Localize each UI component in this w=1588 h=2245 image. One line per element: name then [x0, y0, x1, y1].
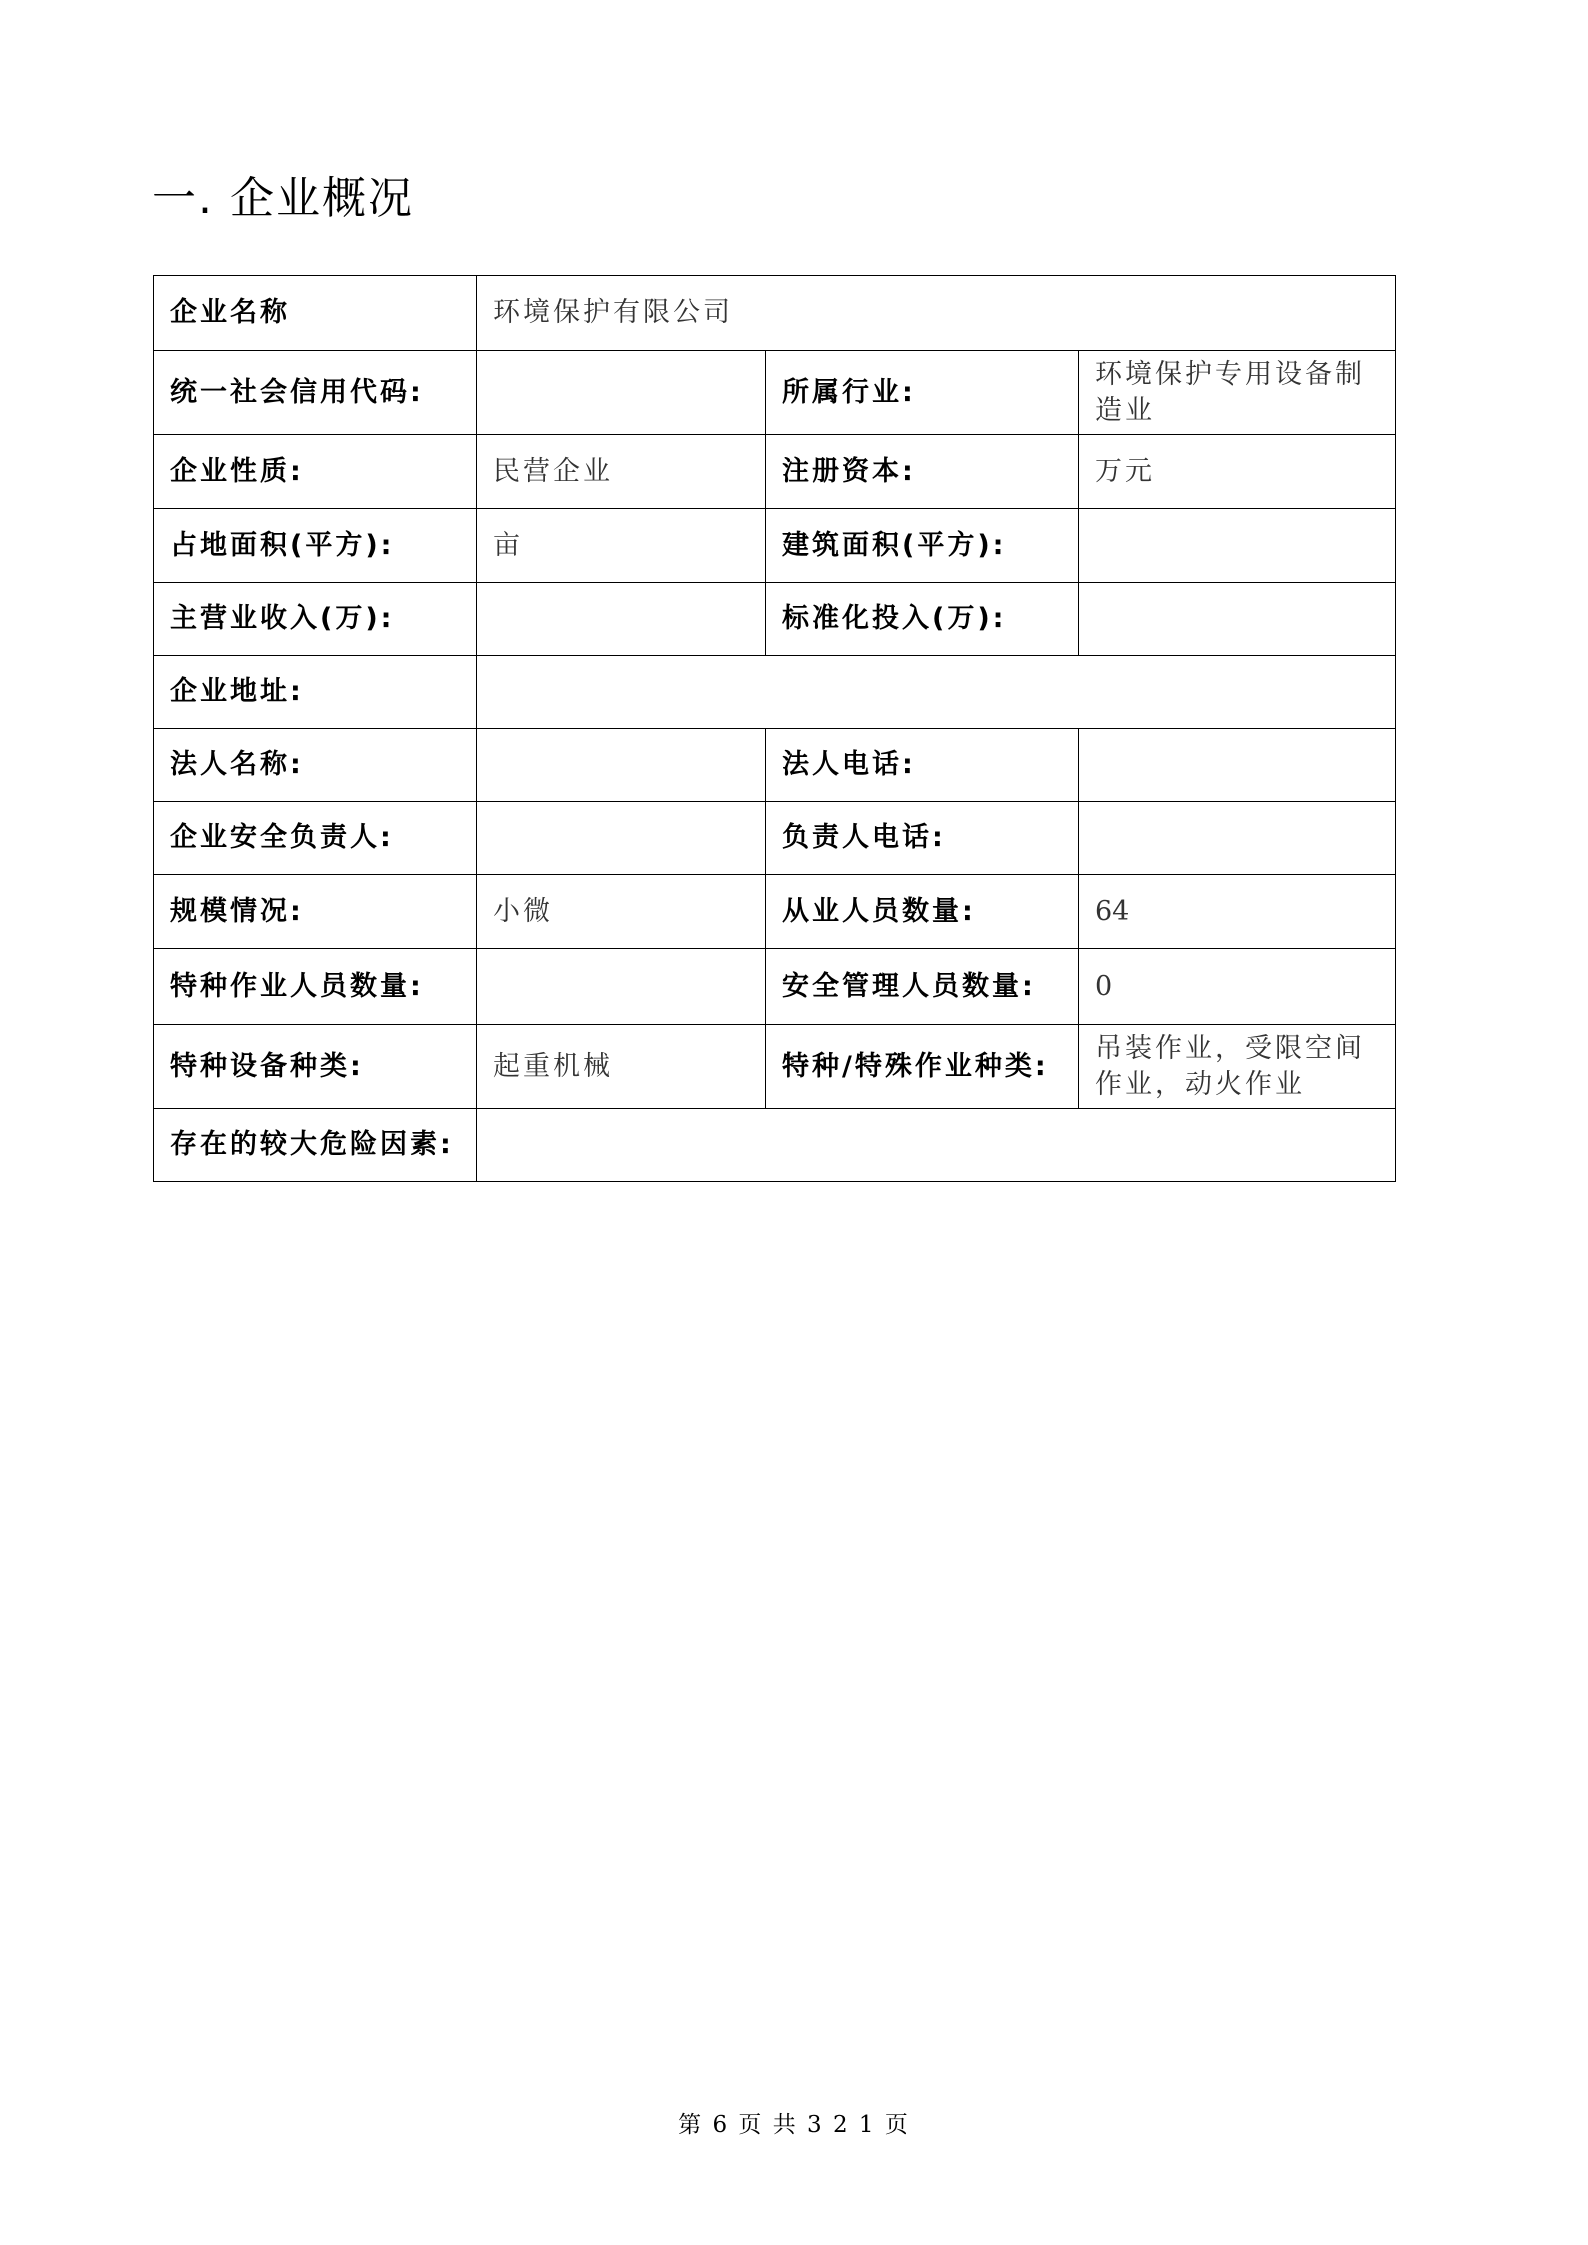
table-row	[154, 949, 1396, 1025]
land-area-label: 占地面积(平方):	[154, 509, 477, 583]
table-row	[154, 509, 1396, 583]
table-row	[154, 729, 1396, 802]
table-row	[154, 1025, 1396, 1109]
building-area-value	[1079, 509, 1396, 583]
standardization-value	[1079, 583, 1396, 656]
standardization-label: 标准化投入(万):	[766, 583, 1079, 656]
special-workers-value	[477, 949, 766, 1025]
safety-mgmt-label: 安全管理人员数量:	[766, 949, 1079, 1025]
major-hazards-label: 存在的较大危险因素:	[154, 1109, 477, 1182]
table-row	[154, 583, 1396, 656]
legal-name-label: 法人名称:	[154, 729, 477, 802]
table-row	[154, 351, 1396, 435]
capital-label: 注册资本:	[766, 435, 1079, 509]
safety-head-value	[477, 802, 766, 875]
industry-value: 环境保护专用设备制造业	[1079, 351, 1396, 435]
nature-value: 民营企业	[477, 435, 766, 509]
employees-label: 从业人员数量:	[766, 875, 1079, 949]
legal-name-value	[477, 729, 766, 802]
legal-phone-value	[1079, 729, 1396, 802]
scale-label: 规模情况:	[154, 875, 477, 949]
nature-label: 企业性质:	[154, 435, 477, 509]
safety-mgmt-value: 0	[1079, 949, 1396, 1025]
land-area-value: 亩	[477, 509, 766, 583]
industry-label: 所属行业:	[766, 351, 1079, 435]
revenue-label: 主营业收入(万):	[154, 583, 477, 656]
revenue-value	[477, 583, 766, 656]
table-row	[154, 656, 1396, 729]
table-row	[154, 802, 1396, 875]
scale-value: 小微	[477, 875, 766, 949]
table-row	[154, 276, 1396, 351]
company-name-label: 企业名称	[154, 276, 477, 351]
section-title: 一. 企业概况	[152, 173, 414, 224]
credit-code-value	[477, 351, 766, 435]
special-work-types-value: 吊装作业，受限空间作业，动火作业	[1079, 1025, 1396, 1109]
address-value	[477, 656, 1396, 729]
head-phone-value	[1079, 802, 1396, 875]
special-equipment-value: 起重机械	[477, 1025, 766, 1109]
capital-value: 万元	[1079, 435, 1396, 509]
special-work-types-label: 特种/特殊作业种类:	[766, 1025, 1079, 1109]
company-overview-table	[153, 275, 1396, 1182]
legal-phone-label: 法人电话:	[766, 729, 1079, 802]
building-area-label: 建筑面积(平方):	[766, 509, 1079, 583]
major-hazards-value	[477, 1109, 1396, 1182]
company-name-value: 环境保护有限公司	[477, 276, 1396, 351]
credit-code-label: 统一社会信用代码:	[154, 351, 477, 435]
table-row	[154, 435, 1396, 509]
special-workers-label: 特种作业人员数量:	[154, 949, 477, 1025]
employees-value: 64	[1079, 875, 1396, 949]
special-equipment-label: 特种设备种类:	[154, 1025, 477, 1109]
page-number-footer: 第 6 页 共 3 2 1 页	[678, 2112, 910, 2138]
head-phone-label: 负责人电话:	[766, 802, 1079, 875]
safety-head-label: 企业安全负责人:	[154, 802, 477, 875]
table-row	[154, 1109, 1396, 1182]
table-row	[154, 875, 1396, 949]
address-label: 企业地址:	[154, 656, 477, 729]
